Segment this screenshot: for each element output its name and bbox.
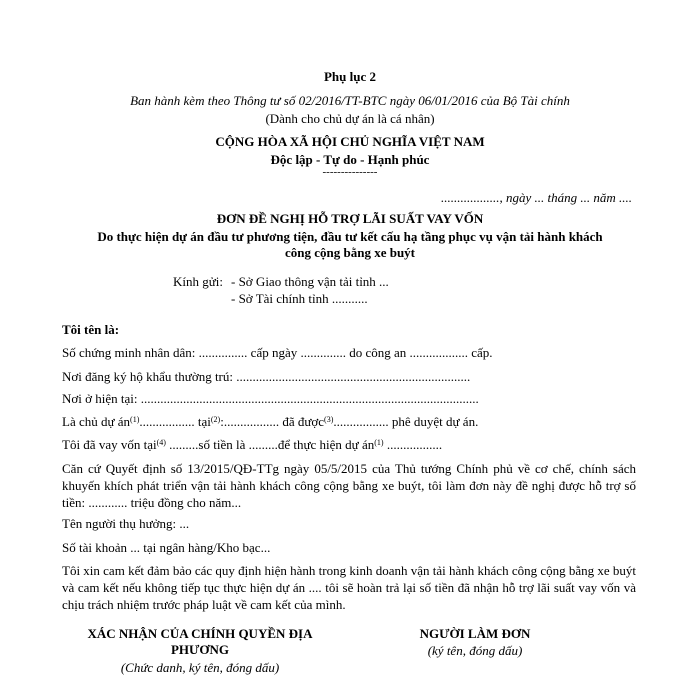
beneficiary-line: Tên người thụ hưởng: ...: [62, 516, 190, 531]
local-authority-title-line1: XÁC NHẬN CỦA CHÍNH QUYỀN ĐỊA: [87, 626, 313, 641]
footnote-ref-4: (4): [156, 438, 166, 447]
local-authority-title-line2: PHƯƠNG: [170, 642, 229, 657]
account-line: Số tài khoản ... tại ngân hàng/Kho bạc...: [62, 540, 271, 555]
recipient-finance-dept: - Sở Tài chính tỉnh ...........: [231, 291, 368, 306]
footnote-ref-1: (1): [130, 415, 140, 424]
form-subtitle-line2: công cộng bằng xe buýt: [284, 245, 416, 260]
for-whom-note: (Dành cho chủ dự án là cá nhân): [265, 111, 435, 126]
footnote-ref-2: (2): [210, 415, 221, 424]
motto-rule: ---------------: [322, 166, 378, 178]
footnote-ref-1b: (1): [374, 438, 384, 447]
form-title: ĐƠN ĐỀ NGHỊ HỖ TRỢ LÃI SUẤT VAY VỐN: [216, 211, 484, 226]
project-owner-text-d: ................. phê duyệt dự án.: [333, 414, 479, 429]
loan-line: [62, 437, 442, 453]
loan-text-b: .........số tiền là .........để thực hiện dự án: [165, 437, 375, 452]
applicant-note: (ký tên, đóng dấu): [427, 643, 523, 658]
project-owner-text-c: :................. đã được: [220, 414, 325, 429]
national-motto: Độc lập - Tự do - Hạnh phúc: [270, 152, 430, 167]
country-name: CỘNG HÒA XÃ HỘI CHỦ NGHĨA VIỆT NAM: [215, 134, 485, 149]
loan-text-c: .................: [383, 437, 443, 452]
project-owner-text-b: ................. tại: [139, 414, 211, 429]
footnote-ref-3: (3): [324, 415, 334, 424]
current-residence-line: Nơi ở hiện tại: ........................................................................................................: [62, 391, 479, 406]
id-card-line: Số chứng minh nhân dân: ............... cấp ngày .............. do công an .................. cấp.: [62, 345, 493, 360]
name-label: Tôi tên là:: [62, 322, 120, 337]
local-authority-note: (Chức danh, ký tên, đóng dấu): [120, 660, 280, 675]
project-owner-line: [62, 414, 478, 430]
recipient-transport-dept: - Sở Giao thông vận tải tỉnh ...: [231, 274, 389, 289]
household-registration-line: Nơi đăng ký hộ khẩu thường trú: ........................................................................: [62, 369, 471, 384]
appendix-title: Phụ lục 2: [323, 69, 376, 84]
local-authority-title: [70, 626, 330, 658]
applicant-title: NGƯỜI LÀM ĐƠN: [419, 626, 531, 641]
recipients-label: Kính gửi:: [173, 274, 224, 289]
issued-by-line: Ban hành kèm theo Thông tư số 02/2016/TT-BTC ngày 06/01/2016 của Bộ Tài chính: [130, 93, 570, 108]
loan-text-a: Tôi đã vay vốn tại: [62, 437, 157, 452]
form-subtitle-line1: Do thực hiện dự án đầu tư phương tiện, đầu tư kết cấu hạ tầng phục vụ vận tải hành khách: [97, 229, 603, 244]
date-line: .................., ngày ... tháng ... năm ....: [440, 190, 632, 205]
project-owner-text-a: Là chủ dự án: [62, 414, 131, 429]
basis-paragraph: Căn cứ Quyết định số 13/2015/QĐ-TTg ngày 05/5/2015 của Thủ tướng Chính phủ về cơ chế, chính sách khuyến khích phát triển vận tải hành khách công cộng bằng xe buýt, tôi làm đơn này đề nghị được hỗ trợ số tiền: ............ triệu đồng cho năm...: [62, 461, 636, 510]
commitment-paragraph: Tôi xin cam kết đảm bảo các quy định hiện hành trong kinh doanh vận tải hành khách công cộng bằng xe buýt và cam kết nếu không tiếp tục thực hiện dự án .... tôi sẽ hoàn trả lại số tiền đã nhận hỗ trợ lãi suất vay vốn và chịu trách nhiệm trước pháp luật về cam kết của mình.: [62, 563, 637, 612]
